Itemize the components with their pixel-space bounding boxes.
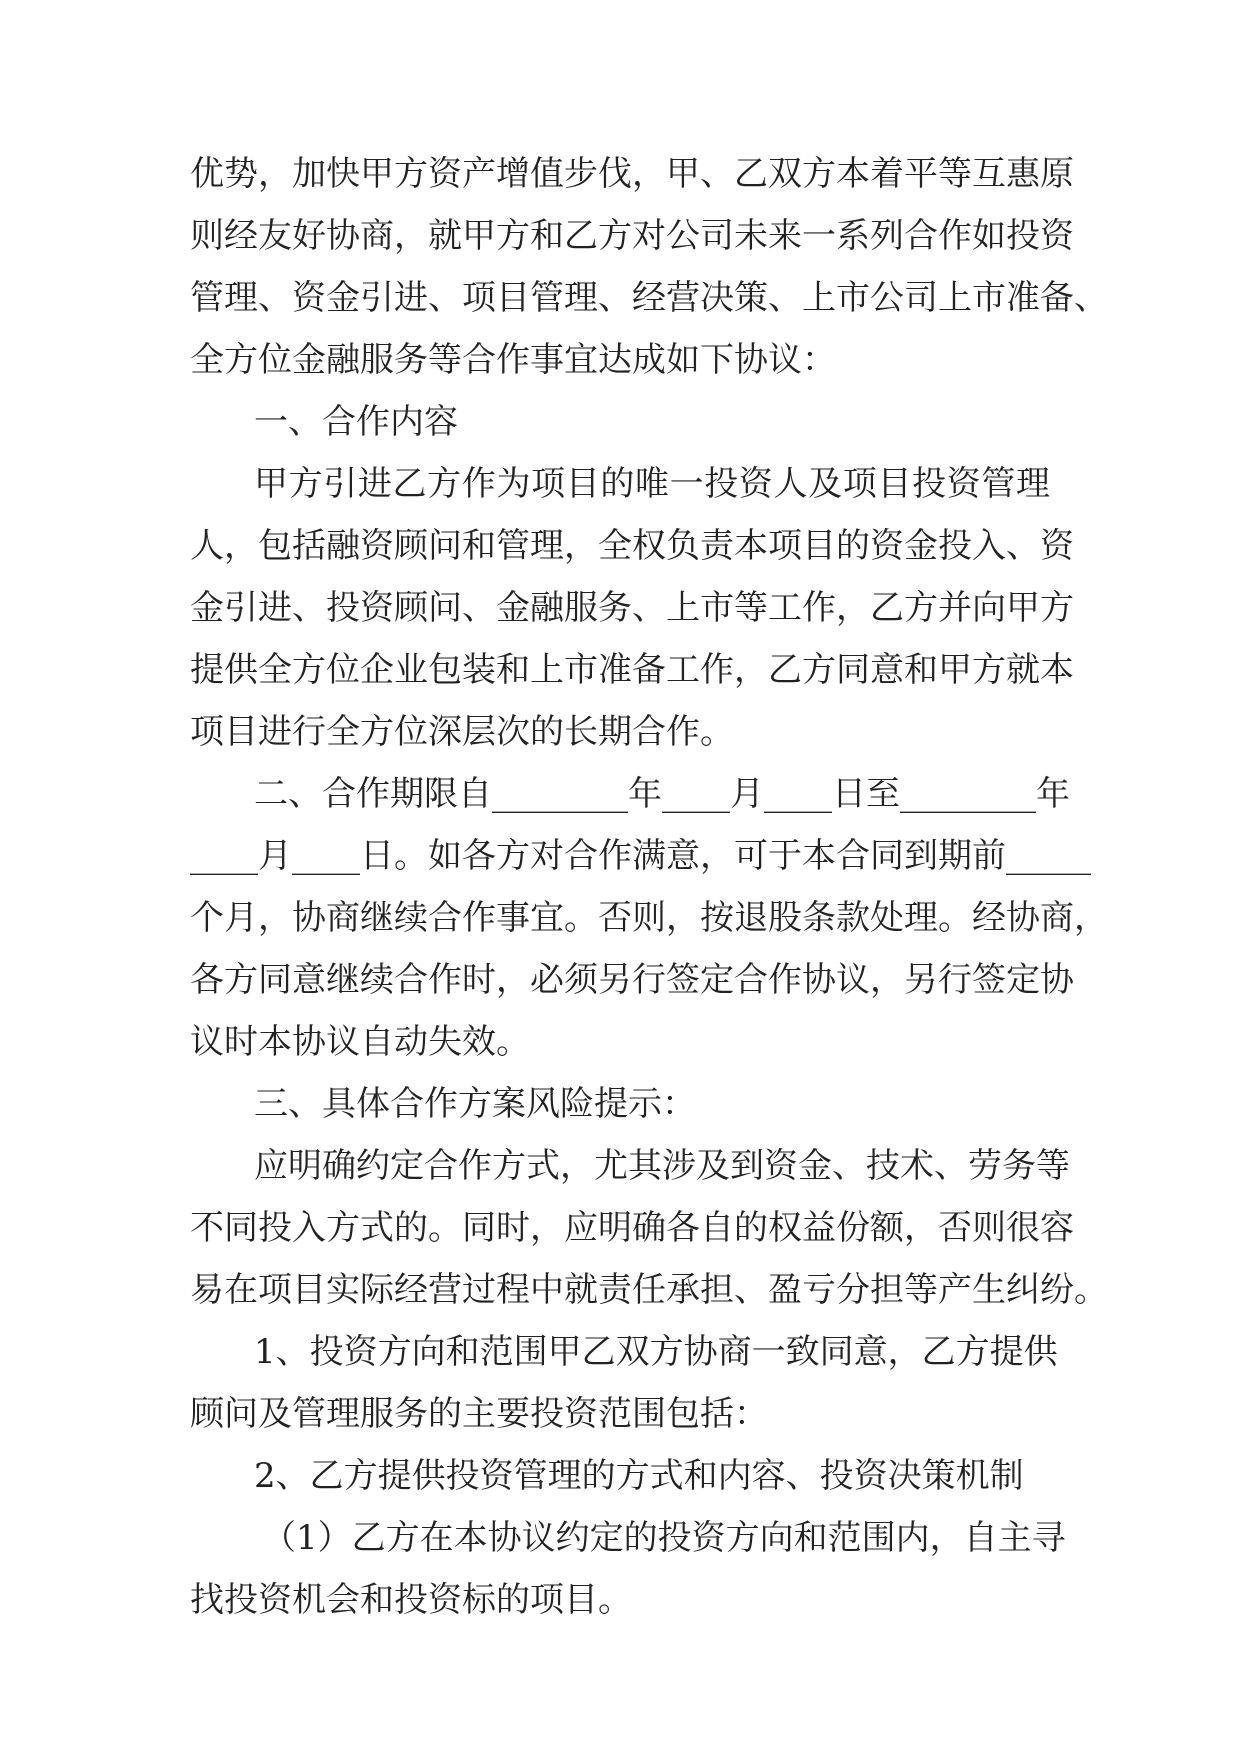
numbered-item: 2、乙方提供投资管理的方式和内容、投资决策机制 bbox=[254, 1456, 1024, 1496]
paragraph-line: 易在项目实际经营过程中就责任承担、盈亏分担等产生纠纷。 bbox=[190, 1270, 1108, 1310]
paragraph-line: ____月____日。如各方对合作满意，可于本合同到期前_____ bbox=[190, 836, 1091, 876]
paragraph-line: 个月，协商继续合作事宜。否则，按退股条款处理。经协商， bbox=[190, 898, 1108, 938]
numbered-item: 1、投资方向和范围甲乙双方协商一致同意，乙方提供 bbox=[254, 1332, 1058, 1372]
section-heading: 一、合作内容 bbox=[254, 402, 458, 442]
paragraph-line: 优势，加快甲方资产增值步伐，甲、乙双方本着平等互惠原 bbox=[190, 154, 1074, 194]
paragraph-line: 各方同意继续合作时，必须另行签定合作协议，另行签定协 bbox=[190, 960, 1074, 1000]
paragraph-line: 提供全方位企业包装和上市准备工作，乙方同意和甲方就本 bbox=[190, 650, 1074, 690]
paragraph-line: 应明确约定合作方式，尤其涉及到资金、技术、劳务等 bbox=[254, 1146, 1070, 1186]
paragraph-line: 人，包括融资顾问和管理，全权负责本项目的资金投入、资 bbox=[190, 526, 1074, 566]
paragraph-line: 议时本协议自动失效。 bbox=[190, 1022, 530, 1062]
paragraph-line: 顾问及管理服务的主要投资范围包括： bbox=[190, 1394, 768, 1434]
paragraph-line: 金引进、投资顾问、金融服务、上市等工作，乙方并向甲方 bbox=[190, 588, 1074, 628]
section-heading: 二、合作期限自________年____月____日至________年 bbox=[254, 774, 1070, 814]
paragraph-line: 管理、资金引进、项目管理、经营决策、上市公司上市准备、 bbox=[190, 278, 1108, 318]
paragraph-line: 找投资机会和投资标的项目。 bbox=[190, 1580, 632, 1620]
paragraph-line: 则经友好协商，就甲方和乙方对公司未来一系列合作如投资 bbox=[190, 216, 1074, 256]
section-heading: 三、具体合作方案风险提示： bbox=[254, 1084, 696, 1124]
paragraph-line: 全方位金融服务等合作事宜达成如下协议： bbox=[190, 340, 836, 380]
paragraph-line: 不同投入方式的。同时，应明确各自的权益份额，否则很容 bbox=[190, 1208, 1074, 1248]
paragraph-line: 甲方引进乙方作为项目的唯一投资人及项目投资管理 bbox=[254, 464, 1050, 504]
paragraph-line: 项目进行全方位深层次的长期合作。 bbox=[190, 712, 734, 752]
numbered-subitem: （1）乙方在本协议约定的投资方向和范围内，自主寻 bbox=[262, 1518, 1066, 1558]
